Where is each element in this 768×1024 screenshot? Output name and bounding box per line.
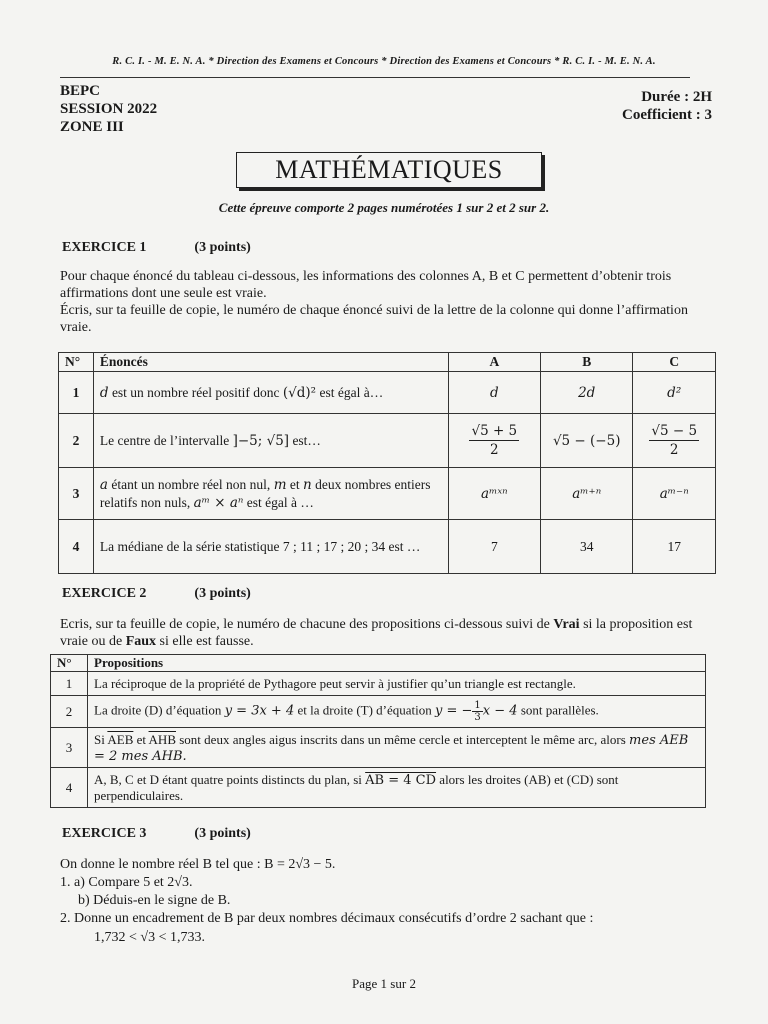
text: sont deux angles aigus inscrits dans un même cercle et interceptent le même arc, alors bbox=[176, 731, 630, 747]
col-a: A bbox=[448, 353, 540, 372]
row-number: 2 bbox=[51, 696, 88, 728]
zone: ZONE III bbox=[60, 119, 124, 135]
table-row bbox=[59, 520, 716, 574]
page-subtitle: Cette épreuve comporte 2 pages numérotées 1 sur 2 et 2 sur 2. bbox=[218, 200, 550, 215]
keyword-faux: Faux bbox=[125, 634, 157, 649]
numerator: √5 + 5 bbox=[471, 423, 518, 439]
answer-b: 34 bbox=[541, 520, 633, 574]
text: Le centre de l’intervalle bbox=[99, 432, 233, 448]
col-statement: Énoncés bbox=[93, 353, 448, 372]
exercise-3-line-3: b) Déduis-en le signe de B. bbox=[78, 893, 231, 908]
exercise-2-intro bbox=[60, 616, 710, 650]
exercise-3-heading bbox=[62, 826, 251, 842]
exercise-3-points: (3 points) bbox=[194, 826, 251, 841]
answer-a: 7 bbox=[448, 520, 540, 574]
text: et bbox=[286, 476, 303, 492]
text: Si bbox=[94, 731, 108, 747]
proposition bbox=[88, 696, 706, 728]
math-d: d bbox=[99, 384, 109, 401]
answer-c bbox=[633, 414, 716, 468]
numerator: 1 bbox=[474, 700, 481, 711]
answer-c: d² bbox=[633, 372, 716, 414]
table-header-row bbox=[51, 655, 706, 672]
table-row bbox=[51, 672, 706, 696]
row-number: 1 bbox=[51, 672, 88, 696]
text: est égal à… bbox=[316, 384, 384, 400]
exercise-1-heading bbox=[62, 240, 251, 256]
col-number: N° bbox=[51, 655, 88, 672]
header-rule bbox=[60, 77, 690, 78]
exercise-1-points: (3 points) bbox=[194, 240, 251, 255]
institution-header: R. C. I. - M. E. N. A. * Direction des Examens et Concours * Direction des Examens et Concours * R. C. I. - M. E. N. A. bbox=[112, 56, 656, 67]
page-number: Page 1 sur 2 bbox=[352, 976, 416, 991]
col-c: C bbox=[633, 353, 716, 372]
text: deux nombres entiers relatifs non nuls, bbox=[99, 476, 431, 510]
fraction bbox=[472, 700, 482, 723]
exercise-2-heading bbox=[62, 586, 251, 602]
exercise-2-points: (3 points) bbox=[194, 586, 251, 601]
exercise-1-intro-1: Pour chaque énoncé du tableau ci-dessous, les informations des colonnes A, B et C permettent d’obtenir trois affirmations dont une seule est vraie. bbox=[60, 269, 672, 301]
row-number: 4 bbox=[51, 768, 88, 808]
col-b: B bbox=[541, 353, 633, 372]
exercise-3-title: EXERCICE 3 bbox=[62, 826, 147, 841]
text: alors les droites (AB) et (CD) sont perpendiculaires. bbox=[94, 772, 619, 803]
text: si elle est fausse. bbox=[156, 634, 254, 649]
exercise-3-line-2: 1. a) Compare 5 et 2√3. bbox=[60, 875, 193, 890]
exercise-1-table bbox=[58, 352, 716, 574]
exam-meta bbox=[622, 88, 712, 124]
exercise-1-title: EXERCICE 1 bbox=[62, 240, 147, 255]
table-row bbox=[59, 372, 716, 414]
exam-name: BEPC bbox=[60, 83, 101, 99]
exercise-3-line-5: 1,732 < √3 < 1,733. bbox=[94, 930, 205, 945]
text: La droite (D) d’équation bbox=[94, 702, 225, 718]
row-number: 3 bbox=[59, 468, 94, 520]
answer-a: aᵐˣⁿ bbox=[448, 468, 540, 520]
statement: La médiane de la série statistique 7 ; 11 ; 17 ; 20 ; 34 est … bbox=[93, 520, 448, 574]
exercise-2-title: EXERCICE 2 bbox=[62, 586, 147, 601]
math-a: a bbox=[99, 476, 108, 493]
exercise-3-line-4: 2. Donne un encadrement de B par deux nombres décimaux consécutifs d’ordre 2 sachant que : bbox=[60, 911, 594, 926]
col-number: N° bbox=[59, 353, 94, 372]
answer-b: √5 − (−5) bbox=[541, 414, 633, 468]
answer-a: d bbox=[448, 372, 540, 414]
exam-info bbox=[60, 82, 157, 136]
text: et bbox=[133, 731, 149, 747]
text: étant un nombre réel non nul, bbox=[107, 476, 274, 492]
exercise-1-intro-2: Écris, sur ta feuille de copie, le numéro de chaque énoncé suivi de la lettre de la colonne qui donne l’affirmation vraie. bbox=[60, 303, 688, 335]
text: A, B, C et D étant quatre points distincts du plan, si bbox=[94, 772, 366, 787]
statement bbox=[93, 372, 448, 414]
angle-ahb: $\overline{AHB}$ bbox=[148, 731, 176, 747]
math-m: m bbox=[273, 476, 287, 493]
equation-d: y = 3x + 4 bbox=[224, 703, 295, 719]
denominator: 2 bbox=[669, 442, 679, 458]
math-interval: ]−5; √5] bbox=[232, 432, 290, 449]
keyword-vrai: Vrai bbox=[553, 617, 580, 632]
answer-c: 17 bbox=[633, 520, 716, 574]
exercise-3-line-1: On donne le nombre réel B tel que : B = 2√3 − 5. bbox=[60, 857, 336, 872]
row-number: 4 bbox=[59, 520, 94, 574]
table-row bbox=[51, 696, 706, 728]
proposition: La réciproque de la propriété de Pythagore peut servir à justifier qu’un triangle est rectangle. bbox=[88, 672, 706, 696]
row-number: 1 bbox=[59, 372, 94, 414]
table-header-row bbox=[59, 353, 716, 372]
answer-c: aᵐ⁻ⁿ bbox=[633, 468, 716, 520]
exercise-2-table bbox=[50, 654, 706, 808]
fraction bbox=[469, 422, 519, 459]
text: est… bbox=[289, 432, 321, 448]
col-propositions: Propositions bbox=[88, 655, 706, 672]
math-expr: (√d)² bbox=[282, 384, 317, 401]
angle-equation: mes AEB = 2 mes AHB. bbox=[94, 732, 689, 764]
answer-b: 2d bbox=[541, 372, 633, 414]
fraction bbox=[649, 422, 699, 459]
statement bbox=[93, 414, 448, 468]
row-number: 2 bbox=[59, 414, 94, 468]
text: est un nombre réel positif donc bbox=[108, 384, 283, 400]
text: est égal à … bbox=[243, 494, 314, 510]
text: sont parallèles. bbox=[517, 702, 599, 718]
text: et la droite (T) d’équation bbox=[294, 702, 436, 718]
text: Ecris, sur ta feuille de copie, le numéro de chacune des propositions ci-dessous suivi de bbox=[60, 617, 554, 632]
statement bbox=[93, 468, 448, 520]
table-row bbox=[59, 414, 716, 468]
denominator: 2 bbox=[490, 442, 499, 458]
math-n: n bbox=[303, 476, 312, 493]
table-row bbox=[51, 768, 706, 808]
math-expr: aᵐ × aⁿ bbox=[193, 494, 244, 511]
equation-t-start: y = − bbox=[435, 703, 473, 719]
angle-aeb: $\overline{AEB}$ bbox=[107, 731, 134, 747]
vector-equation: AB = 4 CD bbox=[365, 773, 437, 788]
answer-a bbox=[448, 414, 540, 468]
session: SESSION 2022 bbox=[60, 101, 158, 117]
coefficient: Coefficient : 3 bbox=[622, 107, 712, 123]
table-row bbox=[59, 468, 716, 520]
duration: Durée : 2H bbox=[641, 89, 712, 105]
row-number: 3 bbox=[51, 728, 88, 768]
equation-t-end: x − 4 bbox=[482, 703, 518, 719]
page-title: MATHÉMATIQUES bbox=[236, 152, 542, 188]
denominator: 3 bbox=[474, 712, 481, 723]
text: si la proposition est vraie ou de bbox=[60, 617, 693, 649]
table-row bbox=[51, 728, 706, 768]
proposition bbox=[88, 768, 706, 808]
numerator: √5 − 5 bbox=[651, 423, 698, 439]
answer-b: aᵐ⁺ⁿ bbox=[541, 468, 633, 520]
proposition bbox=[88, 728, 706, 768]
